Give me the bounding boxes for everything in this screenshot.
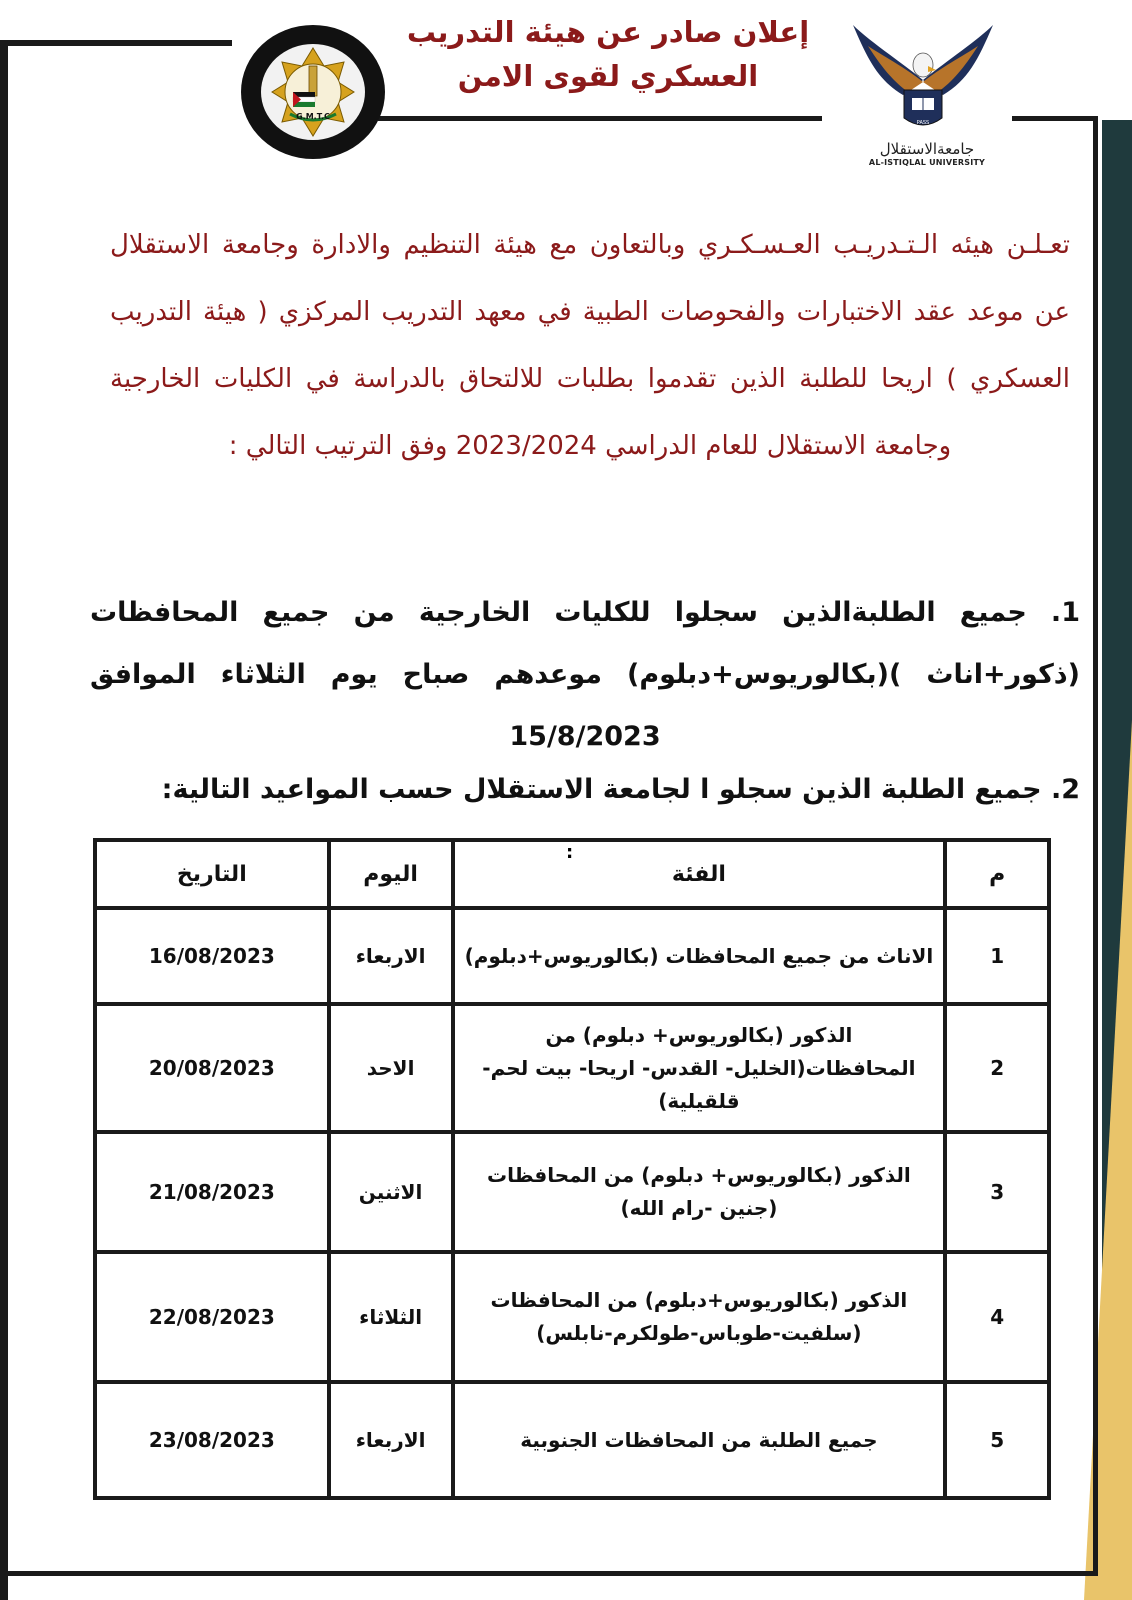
- row-number: 4: [945, 1252, 1049, 1382]
- row-day: الثلاثاء: [329, 1252, 453, 1382]
- table-row: [95, 1132, 1049, 1252]
- row-number: 3: [945, 1132, 1049, 1252]
- list-item: 1. جميع الطلبةالذين سجلوا للكليات الخارجية من جميع المحافظات (ذكور+اناث )(بكالوريوس+دبلوم) موعدهم صباح يوم الثلاثاء الموافق 15/8/2023: [90, 597, 1080, 752]
- title-line-1: إعلان صادر عن هيئة التدريب: [406, 15, 810, 49]
- row-category: جميع الطلبة من المحافظات الجنوبية: [453, 1382, 946, 1498]
- header-date: التاريخ: [95, 840, 329, 908]
- pass-badge-text: PASS: [916, 120, 930, 126]
- frame-border-top-middle: [378, 116, 822, 121]
- stray-colon-mark: :: [566, 842, 574, 863]
- row-day: الاربعاء: [329, 908, 453, 1004]
- row-date: 22/08/2023: [95, 1252, 329, 1382]
- row-date: 16/08/2023: [95, 908, 329, 1004]
- frame-border-top-right: [1012, 116, 1098, 121]
- instructions-list: [90, 582, 1080, 812]
- header-number: م: [945, 840, 1049, 908]
- row-number: 2: [945, 1004, 1049, 1132]
- row-number: 1: [945, 908, 1049, 1004]
- gmtc-logo-seal: [238, 22, 388, 162]
- frame-border-right: [1093, 116, 1098, 1576]
- decorative-gold-triangle: [1084, 720, 1132, 1600]
- header-category: الفئة: [453, 840, 946, 908]
- university-name-english: AL-ISTIQLAL UNIVERSITY: [868, 158, 986, 167]
- university-name-arabic: جامعةالاستقلال: [879, 140, 975, 158]
- title-line-2: العسكري لقوى الامن: [457, 59, 759, 93]
- row-date: 20/08/2023: [95, 1004, 329, 1132]
- table-row: [95, 1252, 1049, 1382]
- row-date: 23/08/2023: [95, 1382, 329, 1498]
- table-row: [95, 1004, 1049, 1132]
- row-number: 5: [945, 1382, 1049, 1498]
- frame-border-top-left: [0, 40, 232, 46]
- announcement-intro-paragraph: تعـلـن هيئه الـتـدريـب العـسـكـري وبالتعاون مع هيئة التنظيم والادارة وجامعة الاستقلال عن موعد عقد الاختبارات والفحوصات الطبية في معهد التدريب المركزي ( هيئة التدريب العسكري ) اريحا للطلبة الذين تقدموا بطلبات للالتحاق بالدراسة في الكليات الخارجية وجامعة الاستقلال للعام الدراسي 2023/2024 وفق الترتيب التالي :: [110, 230, 1070, 461]
- row-category: الذكور (بكالوريوس+ دبلوم) من المحافظات (جنين -رام الله): [453, 1132, 946, 1252]
- list-item: 2. جميع الطلبة الذين سجلو ا لجامعة الاستقلال حسب المواعيد التالية:: [161, 774, 1080, 805]
- frame-border-left: [0, 40, 8, 1600]
- row-day: الاثنين: [329, 1132, 453, 1252]
- row-category: الذكور (بكالوريوس+ دبلوم) من المحافظات(الخليل- القدس- اريحا- بيت لحم- قلقيلية): [453, 1004, 946, 1132]
- table-row: [95, 1382, 1049, 1498]
- schedule-table: [93, 838, 1051, 1500]
- row-day: الاحد: [329, 1004, 453, 1132]
- row-date: 21/08/2023: [95, 1132, 329, 1252]
- announcement-title: [398, 10, 818, 98]
- frame-border-bottom: [0, 1571, 1098, 1576]
- row-category: الذكور (بكالوريوس+دبلوم) من المحافظات (سلفيت-طوباس-طولكرم-نابلس): [453, 1252, 946, 1382]
- header-day: اليوم: [329, 840, 453, 908]
- svg-text:G.M.T.C: G.M.T.C: [296, 112, 330, 121]
- row-category: الاناث من جميع المحافظات (بكالوريوس+دبلوم): [453, 908, 946, 1004]
- row-day: الاربعاء: [329, 1382, 453, 1498]
- table-row: [95, 908, 1049, 1004]
